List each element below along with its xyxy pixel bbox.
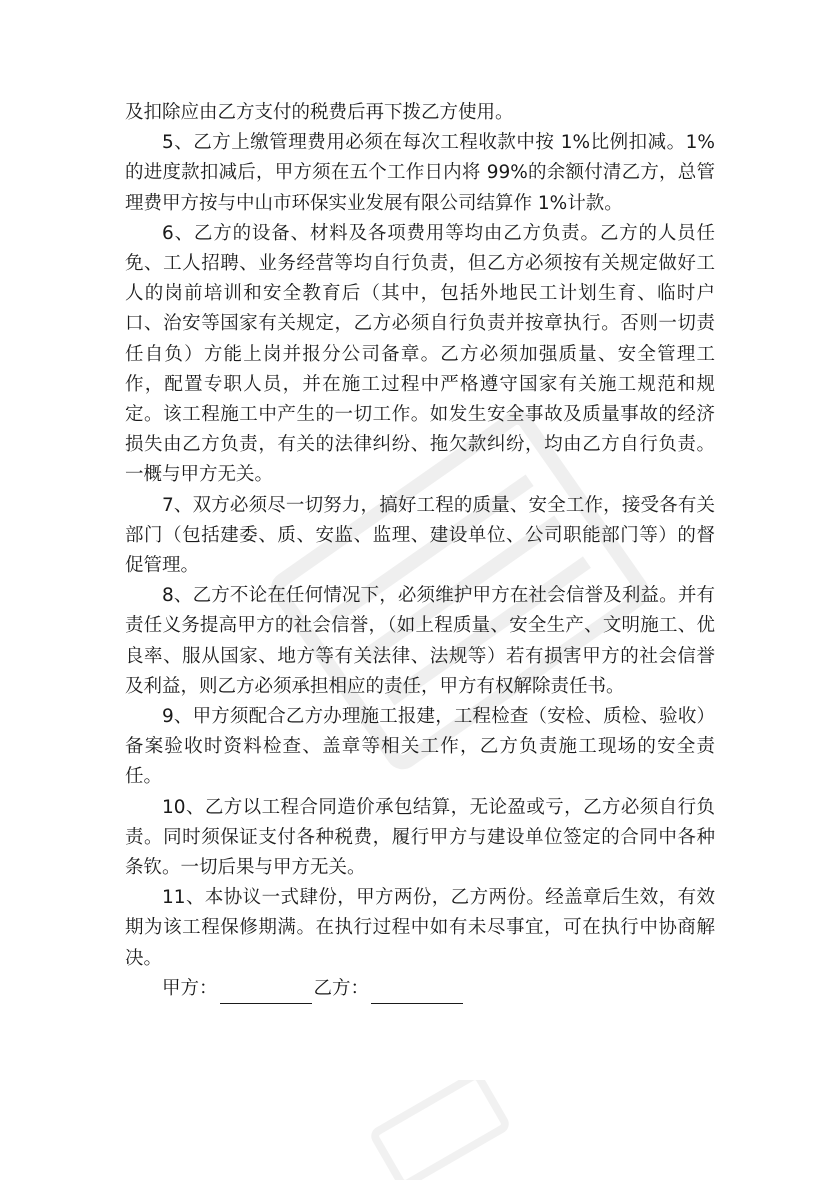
party-a-label: 甲方： — [162, 977, 218, 999]
signature-line — [125, 974, 715, 1004]
paragraph-continuation: 及扣除应由乙方支付的税费后再下拨乙方使用。 — [125, 102, 514, 123]
clause-10: 10、乙方以工程合同造价承包结算，无论盈或亏，乙方必须自行负责。同时须保证支付各种税费，履行甲方与建设单位签定的合同中各种条钦。一切后果与甲方无关。 — [125, 796, 715, 879]
clause-7: 7、双方必须尽一切努力，搞好工程的质量、安全工作，接受各有关部门（包括建委、质、安监、监理、建设单位、公司职能部门等）的督促管理。 — [125, 494, 715, 577]
clause-9: 9、甲方须配合乙方办理施工报建，工程检查（安检、质检、验收）备案验收时资料检查、盖章等相关工作，乙方负责施工现场的安全责任。 — [125, 706, 715, 788]
party-a-signature-field[interactable] — [220, 981, 312, 1004]
party-b-signature-field[interactable] — [371, 981, 463, 1004]
watermark-graphic-bottom — [340, 1080, 540, 1180]
clause-8: 8、乙方不论在任何情况下，必须维护甲方在社会信誉及利益。并有责任义务提高甲方的社会信誉，（如上程质量、安全生产、文明施工、优良率、服从国家、地方等有关法律、法规等）若有损害甲方的社会信誉及利益，则乙方必须承担相应的责任，甲方有权解除责任书。 — [125, 585, 715, 697]
clause-11: 11、本协议一式肆份，甲方两份，乙方两份。经盖章后生效，有效期为该工程保修期满。在执行过程中如有未尽事宜，可在执行中协商解决。 — [125, 887, 715, 969]
clause-6: 6、乙方的设备、材料及各项费用等均由乙方负责。乙方的人员任免、工人招聘、业务经营等均自行负责，但乙方必须按有关规定做好工人的岗前培训和安全教育后（其中，包括外地民工计划生育、临时户口、治安等国家有关规定，乙方必须自行负责并按章执行。否则一切责任自负）方能上岗并报分公司备章。乙方必须加强质量、安全管理工作，配置专职人员，并在施工过程中严格遵守国家有关施工规范和规定。该工程施工中产生的一切工作。如发生安全事故及质量事故的经济损失由乙方负责，有关的法律纠纷、拖欠款纠纷，均由乙方自行负责。一概与甲方无关。 — [125, 222, 715, 486]
party-b-label: 乙方： — [313, 977, 370, 999]
clause-5: 5、乙方上缴管理费用必须在每次工程收款中按 1%比例扣减。1%的进度款扣减后，甲方须在五个工作日内将 99%的余额付清乙方，总管理费甲方按与中山市环保实业发展有限公司结算作 1%计款。 — [125, 132, 715, 214]
document-body — [125, 98, 715, 1004]
